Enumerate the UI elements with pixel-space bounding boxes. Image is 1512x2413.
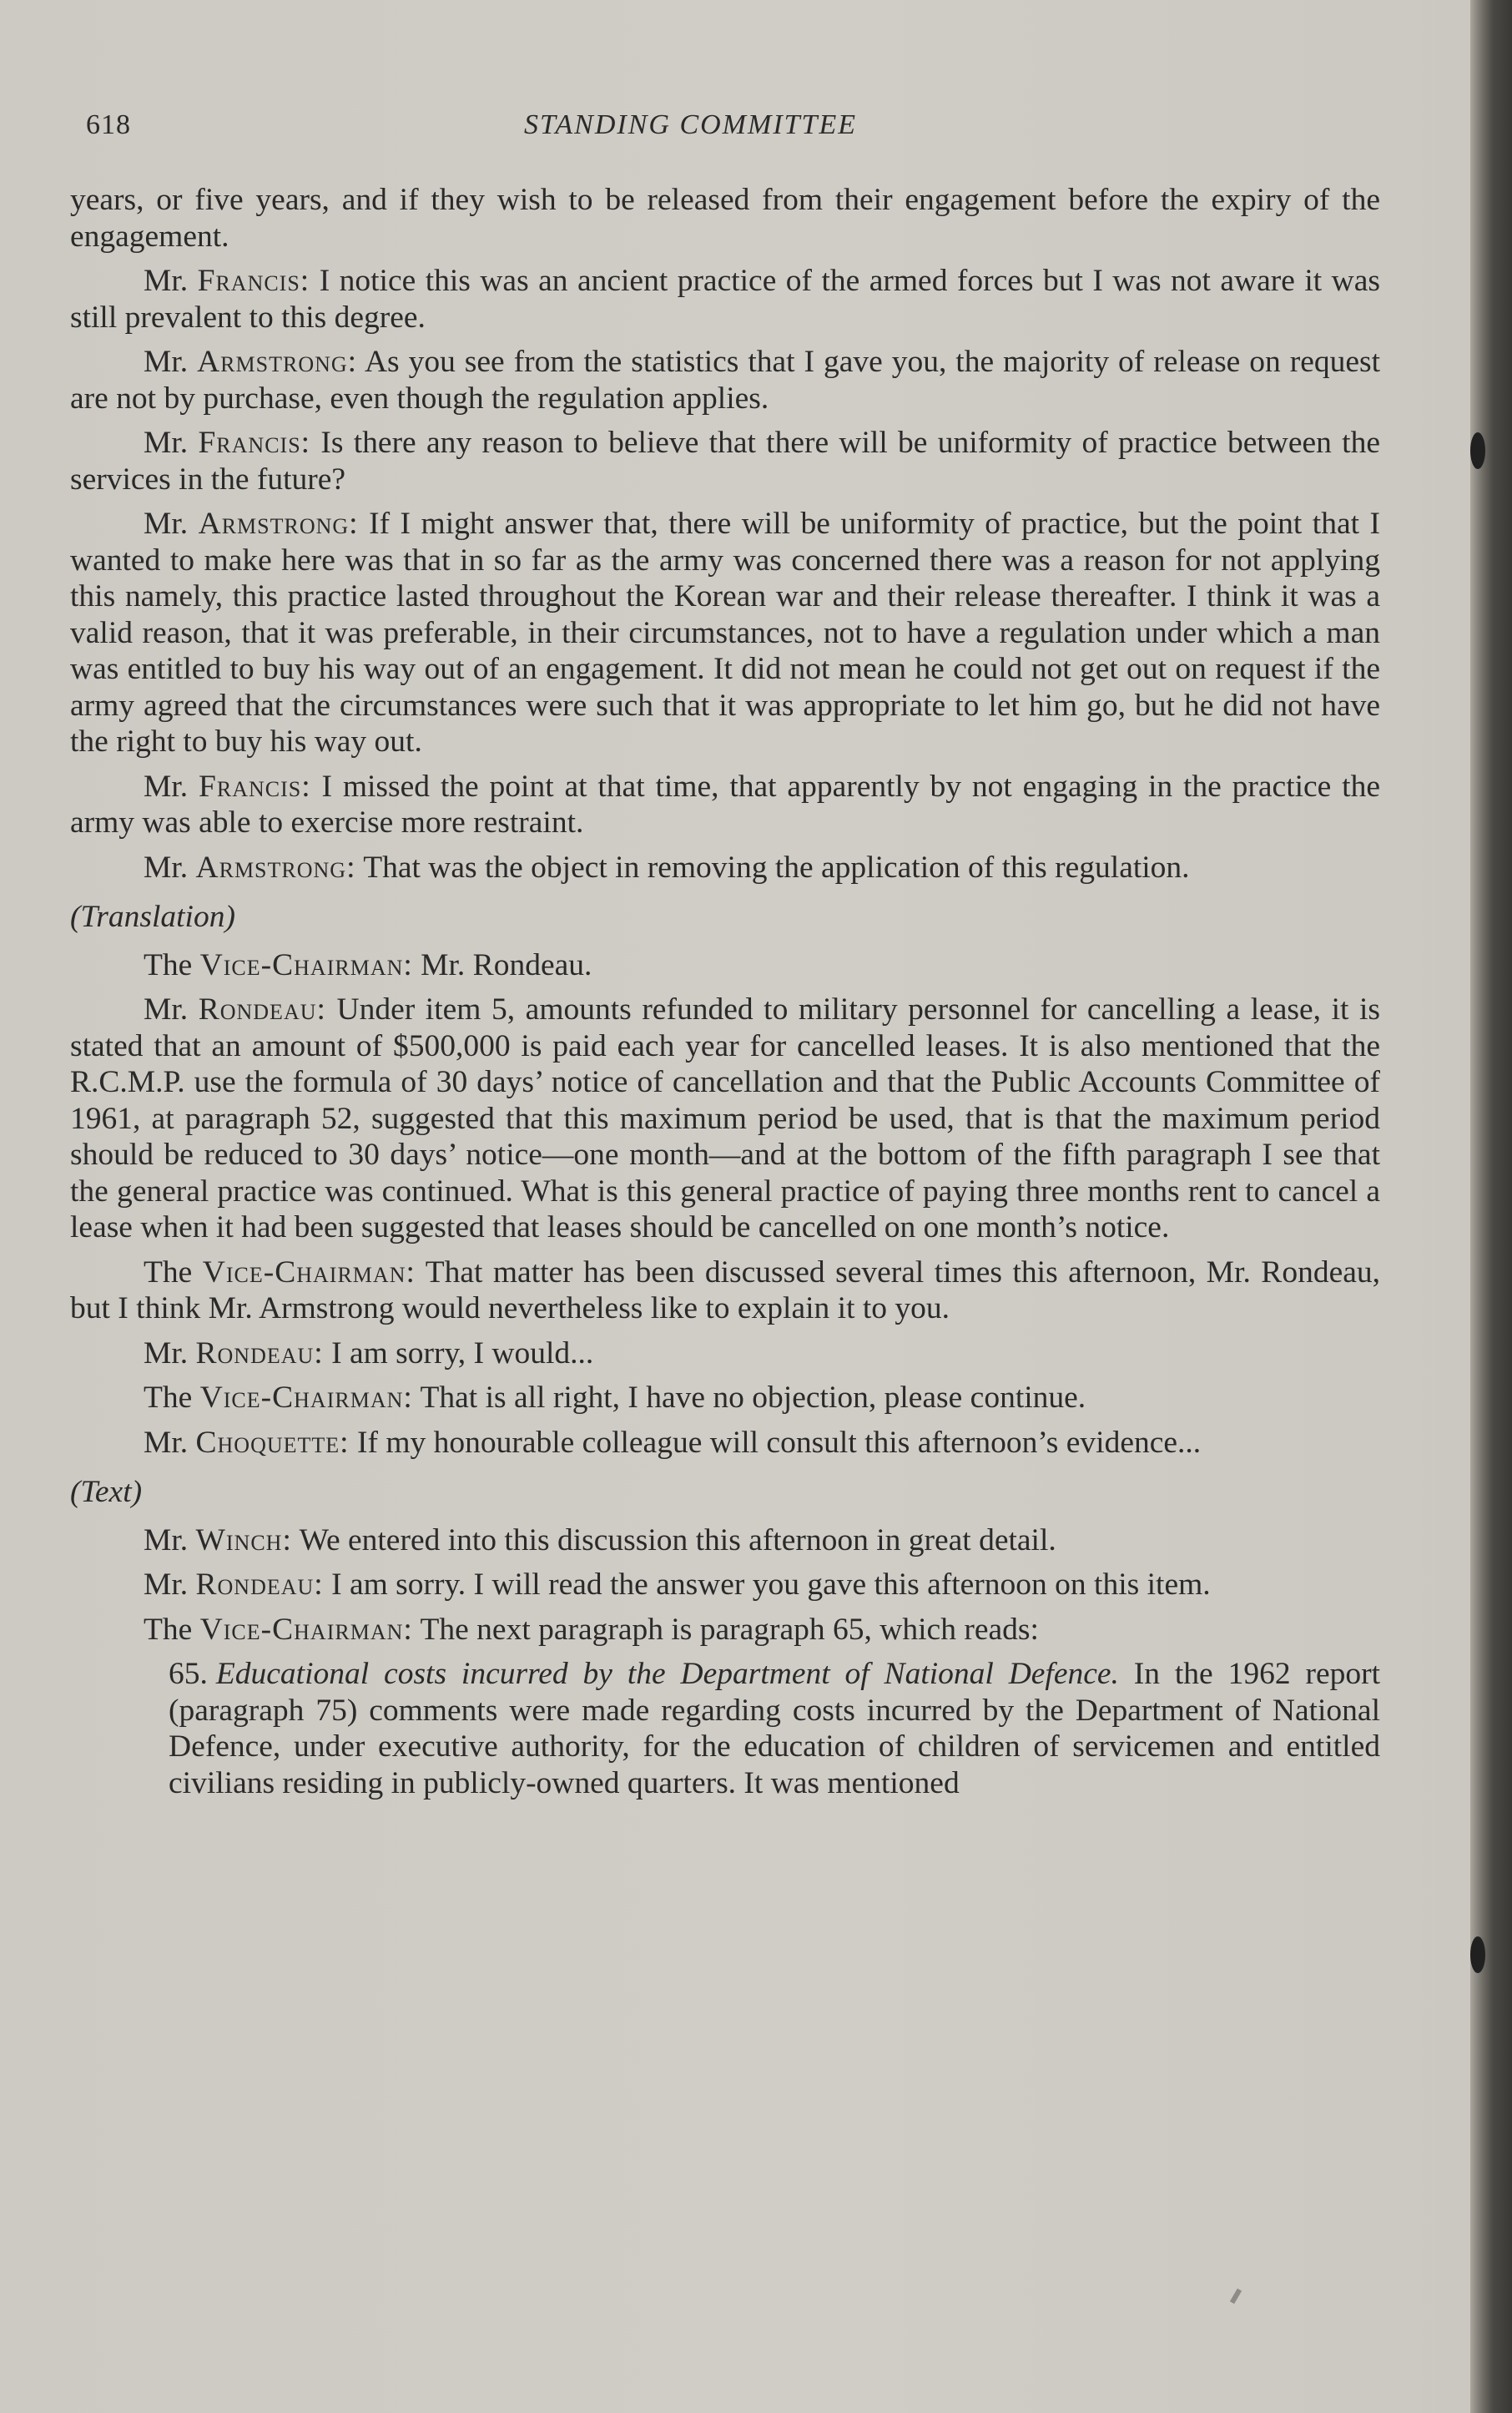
speech-text: Mr. Rondeau. xyxy=(412,947,592,982)
speech-paragraph xyxy=(70,1425,1380,1461)
speech-paragraph xyxy=(70,769,1380,841)
binding-gutter xyxy=(1470,0,1512,2413)
speech-paragraph xyxy=(70,1254,1380,1327)
speaker-title: Mr. xyxy=(144,264,198,298)
speaker-name: Francis: xyxy=(199,769,311,804)
speaker-title: Mr. xyxy=(144,1522,196,1557)
speech-text: Is there any reason to believe that there will be uniformity of practice between the services in the future? xyxy=(70,426,1380,497)
speech-text: I am sorry, I would... xyxy=(323,1335,594,1371)
document-body xyxy=(70,182,1380,1810)
speaker-name: Rondeau: xyxy=(195,1335,324,1371)
binding-hole xyxy=(1470,1936,1485,1973)
speaker-title: Mr. xyxy=(144,1335,196,1371)
running-head: STANDING COMMITTEE xyxy=(524,109,857,140)
speaker-title: The xyxy=(144,1381,200,1415)
speech-text: I am sorry. I will read the answer you gave this afternoon on this item. xyxy=(323,1567,1211,1602)
page-number: 618 xyxy=(86,109,131,140)
quote-number: 65. xyxy=(169,1657,208,1691)
speech-paragraph xyxy=(70,947,1380,984)
speech-paragraph xyxy=(70,1335,1380,1372)
quote-title: Educational costs incurred by the Department of National Defence. xyxy=(215,1657,1119,1691)
section-marker: (Text) xyxy=(70,1475,143,1509)
speech-text: That is all right, I have no objection, please continue. xyxy=(412,1381,1086,1415)
speaker-name: Vice-Chairman: xyxy=(199,947,413,982)
speech-text: We entered into this discussion this afternoon in great detail. xyxy=(291,1522,1056,1557)
speech-paragraph xyxy=(70,344,1380,416)
speaker-name: Winch: xyxy=(195,1522,292,1557)
binding-hole xyxy=(1470,432,1485,469)
speech-text: As you see from the statistics that I gave you, the majority of release on request are not by purchase, even though the regulation applies. xyxy=(70,345,1380,416)
speaker-name: Vice-Chairman: xyxy=(202,1254,416,1290)
paragraph xyxy=(70,182,1380,255)
speech-paragraph xyxy=(70,850,1380,886)
speaker-title: The xyxy=(144,947,200,982)
speech-text: That was the object in removing the application of this regulation. xyxy=(355,850,1190,885)
speaker-title: Mr. xyxy=(144,507,199,541)
speaker-name: Vice-Chairman: xyxy=(199,1612,413,1647)
speech-paragraph xyxy=(70,1522,1380,1559)
speech-paragraph xyxy=(70,992,1380,1246)
speech-paragraph xyxy=(70,263,1380,336)
speaker-name: Armstrong: xyxy=(198,507,359,541)
speaker-title: Mr. xyxy=(144,850,196,885)
speaker-name: Francis: xyxy=(197,264,310,298)
speaker-name: Rondeau: xyxy=(195,1567,324,1602)
speech-text: The next paragraph is paragraph 65, which reads: xyxy=(412,1612,1039,1647)
speaker-title: Mr. xyxy=(144,426,199,460)
speaker-title: Mr. xyxy=(144,1425,196,1460)
speech-paragraph xyxy=(70,1380,1380,1416)
speech-text: Under item 5, amounts refunded to military personnel for cancelling a lease, it is stated that an amount of $500,000 is paid each year for cancelled leases. It is also mentioned that the R.C.M.P. use the formula of 30 days’ notice of cancellation and that the Public Accounts Committee of 1961, at paragraph 52, suggested that this maximum period be used, that is that the maximum period should be reduced to 30 days’ notice—one month—and at the bottom of the fifth paragraph I see that the general practice was continued. What is this general practice of paying three months rent to cancel a lease when it had been suggested that leases should be cancelled on one month’s notice. xyxy=(70,992,1381,1244)
speaker-title: The xyxy=(144,1612,200,1647)
speech-text: That matter has been discussed several times this afternoon, Mr. Rondeau, but I think Mr. Armstrong would nevertheless like to explain it to you. xyxy=(70,1254,1380,1325)
speaker-name: Francis: xyxy=(198,426,311,460)
section-marker: (Translation) xyxy=(70,900,235,934)
speaker-name: Armstrong: xyxy=(195,850,356,885)
speech-text: If my honourable colleague will consult this afternoon’s evidence... xyxy=(349,1425,1202,1460)
paragraph-text: years, or five years, and if they wish to be released from their engagement before the expiry of the engagement. xyxy=(70,183,1380,254)
speaker-title: Mr. xyxy=(144,769,199,804)
speech-paragraph xyxy=(70,425,1380,497)
speaker-name: Choquette: xyxy=(195,1425,350,1460)
speaker-title: The xyxy=(144,1254,203,1290)
speaker-name: Rondeau: xyxy=(198,992,326,1027)
speech-paragraph xyxy=(70,1567,1380,1603)
speech-text: I missed the point at that time, that apparently by not engaging in the practice the army was able to exercise more restraint. xyxy=(70,769,1380,840)
quoted-paragraph xyxy=(169,1656,1380,1801)
speaker-title: Mr. xyxy=(144,1567,196,1602)
speaker-title: Mr. xyxy=(144,992,199,1027)
speech-paragraph xyxy=(70,506,1380,760)
quote-text: In the 1962 report (paragraph 75) comments were made regarding costs incurred by the Department of National Defence, under executive authority, for the education of children of servicemen and entitled civilians residing in publicly-owned quarters. It was mentioned xyxy=(169,1657,1380,1800)
speech-text: I notice this was an ancient practice of the armed forces but I was not aware it was still prevalent to this degree. xyxy=(70,264,1380,335)
speaker-name: Armstrong: xyxy=(197,345,358,379)
speech-paragraph xyxy=(70,1612,1380,1648)
speaker-title: Mr. xyxy=(144,345,198,379)
speech-text: If I might answer that, there will be uniformity of practice, but the point that I wanted to make here was that in so far as the army was concerned there was a reason for not applying this namely, this practice lasted throughout the Korean war and their release thereafter. I think it was a valid reason, that it was preferable, in their circumstances, not to have a regulation under which a man was entitled to buy his way out of an engagement. It did not mean he could not get out on request if the army agreed that the circumstances were such that it was appropriate to let him go, but he did not have the right to buy his way out. xyxy=(70,507,1380,759)
speaker-name: Vice-Chairman: xyxy=(199,1381,413,1415)
